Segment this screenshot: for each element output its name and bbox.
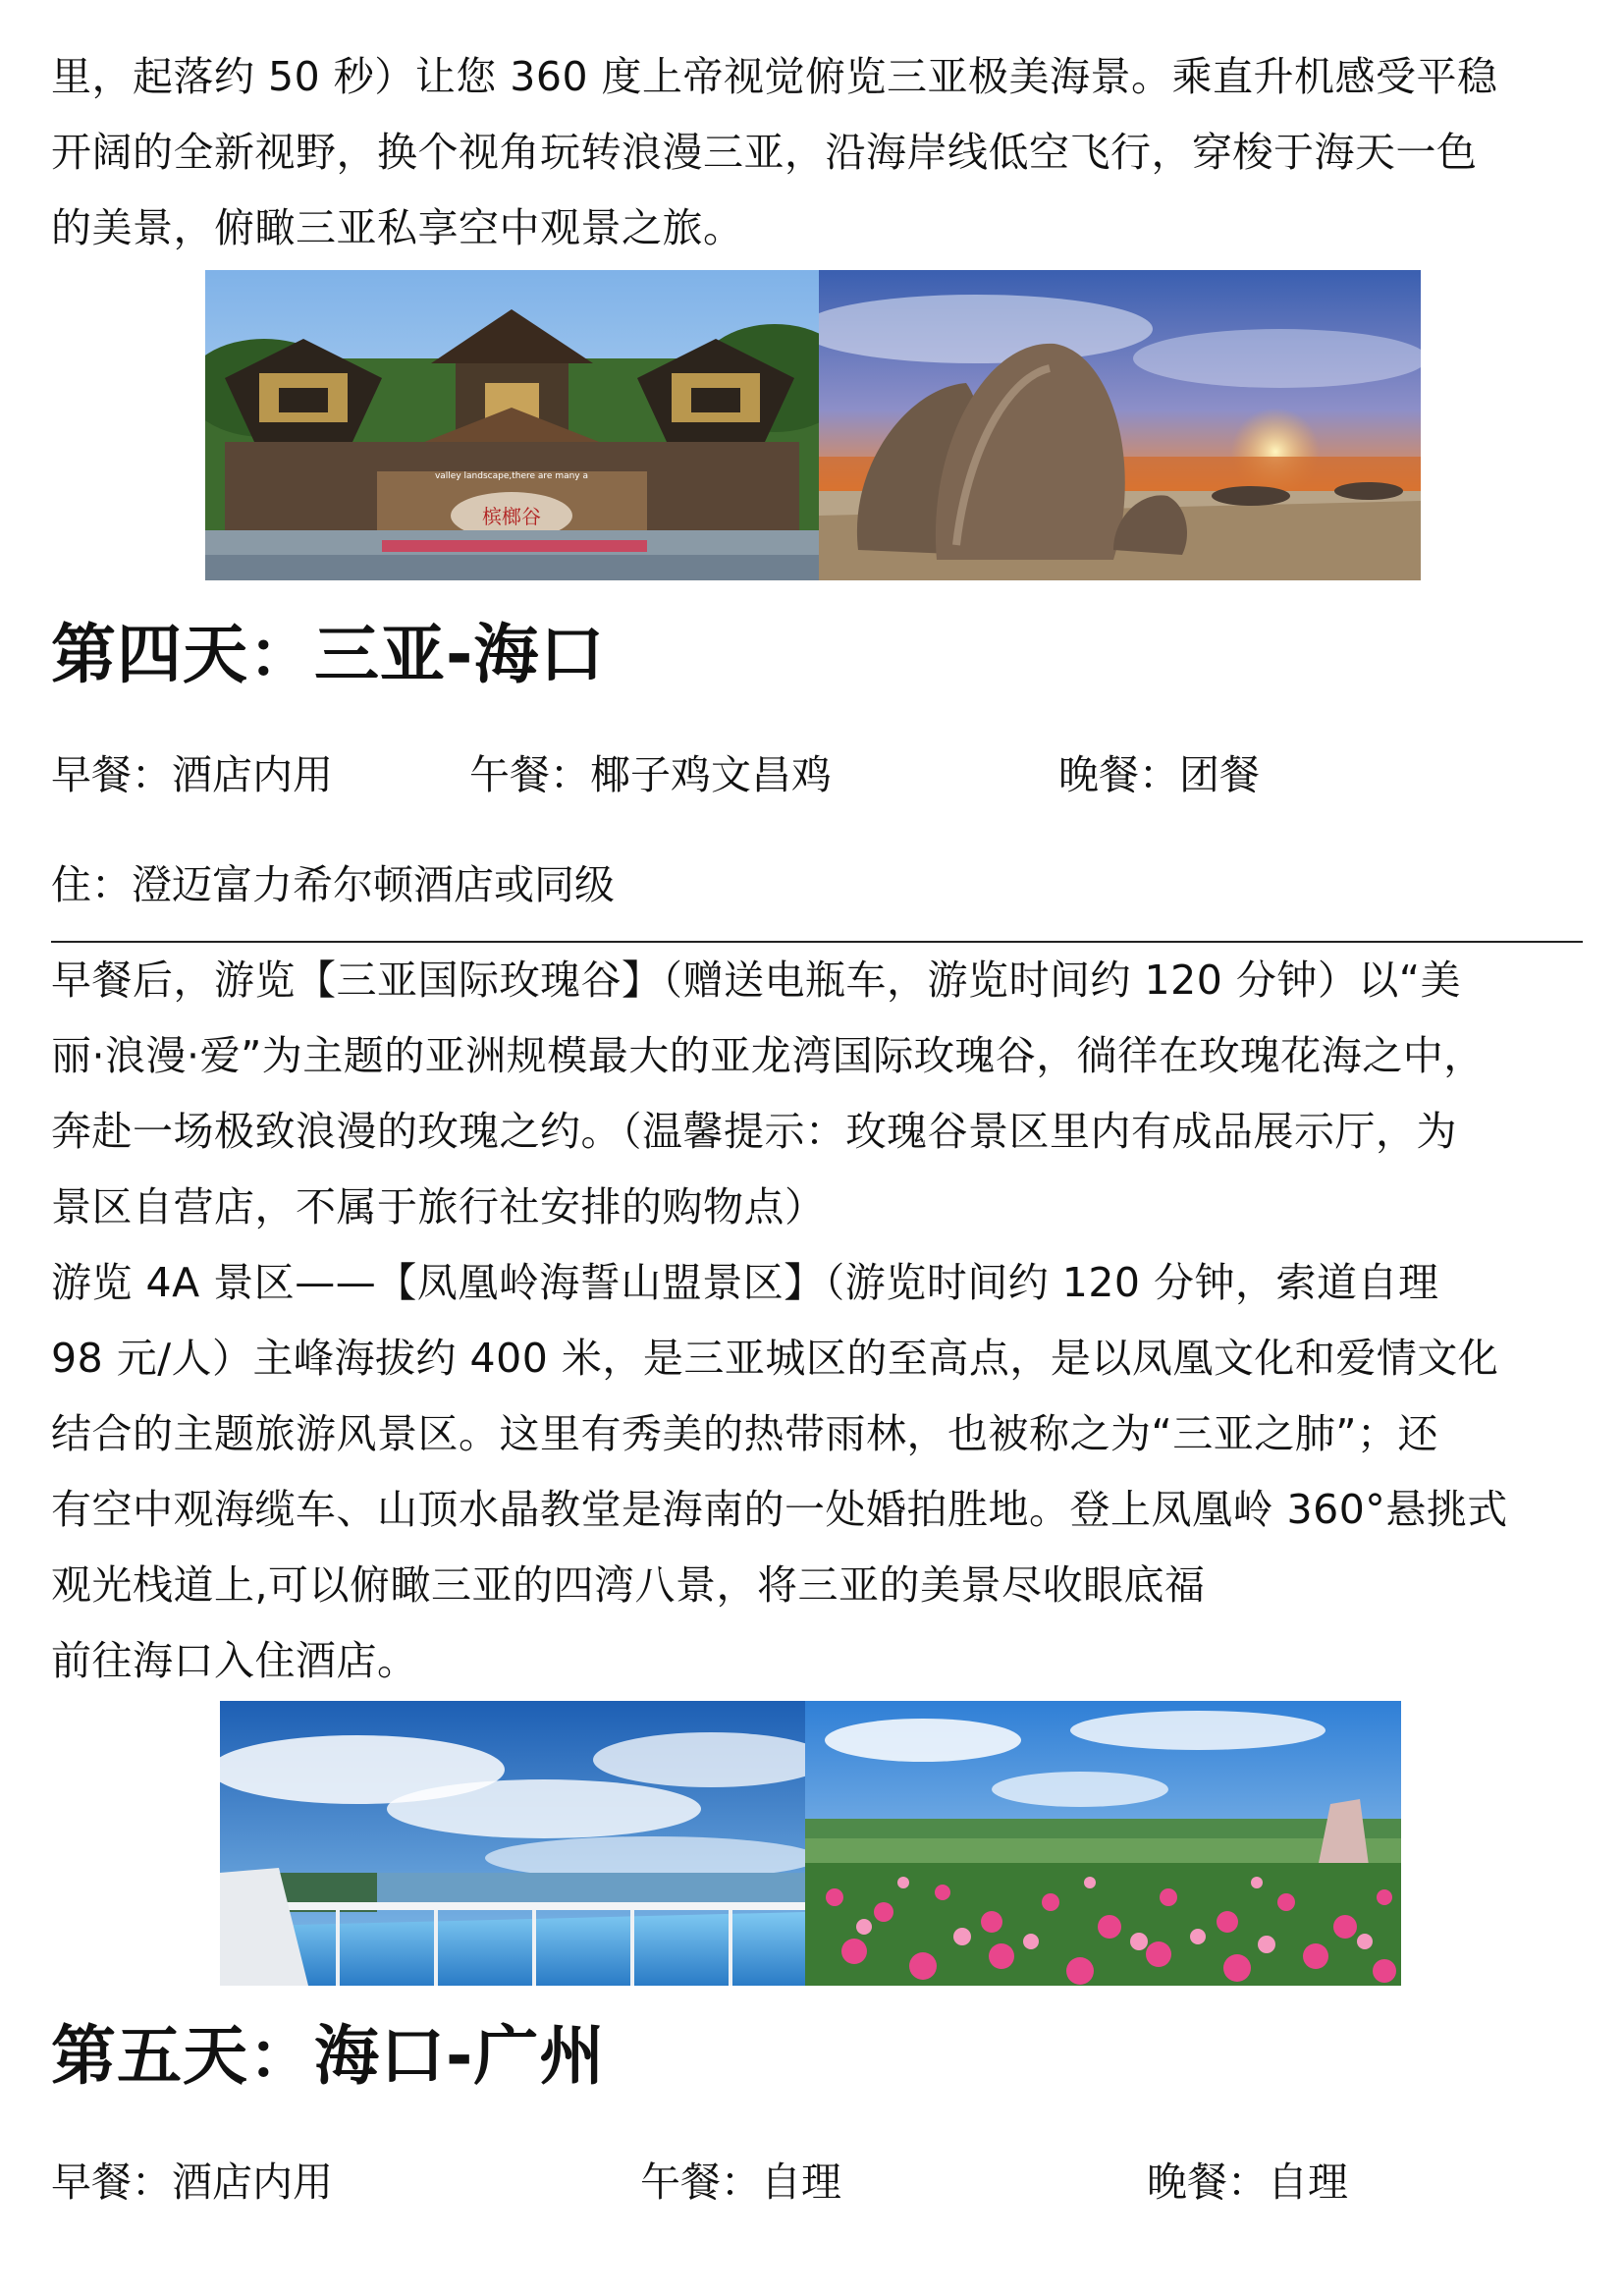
intro-line: 里，起落约 50 秒）让您 360 度上帝视觉俯览三亚极美海景。乘直升机感受平稳 xyxy=(51,53,1498,100)
glass-walkway-photo xyxy=(220,1701,805,1986)
day4-body-line: 丽·浪漫·爱”为主题的亚洲规模最大的亚龙湾国际玫瑰谷，徜徉在玫瑰花海之中， xyxy=(51,1032,1485,1079)
intro-line: 的美景，俯瞰三亚私享空中观景之旅。 xyxy=(51,204,744,251)
day4-body-line: 前往海口入住酒店。 xyxy=(51,1637,418,1684)
day4-body-line: 奔赴一场极致浪漫的玫瑰之约。（温馨提示：玫瑰谷景区里内有成品展示厅，为 xyxy=(51,1108,1457,1155)
day4-meals xyxy=(51,750,1583,799)
day5-breakfast: 早餐：酒店内用 xyxy=(51,2159,333,2206)
day5-meals xyxy=(51,2158,1583,2207)
resort-gate-photo xyxy=(205,270,819,580)
itinerary-page xyxy=(51,39,1583,2207)
day5-dinner: 晚餐：自理 xyxy=(1147,2159,1348,2206)
day4-body-line: 98 元/人）主峰海拔约 400 米，是三亚城区的至高点，是以凤凰文化和爱情文化 xyxy=(51,1335,1499,1382)
photo-row-2 xyxy=(37,1701,1583,1986)
rose-garden-photo xyxy=(805,1701,1401,1986)
day4-stay: 住：澄迈富力希尔顿酒店或同级 xyxy=(51,861,615,908)
photo-row-1 xyxy=(43,270,1583,580)
day4-lunch: 午餐：椰子鸡文昌鸡 xyxy=(469,751,832,798)
day5-lunch: 午餐：自理 xyxy=(640,2159,841,2206)
day5-title: 第五天：海口-广州 xyxy=(51,2018,606,2094)
stone-inscription: 槟榔谷 xyxy=(482,505,541,528)
intro-line: 开阔的全新视野，换个视角玩转浪漫三亚，沿海岸线低空飞行，穿梭于海天一色 xyxy=(51,129,1478,176)
day4-body-line: 早餐后，游览【三亚国际玫瑰谷】（赠送电瓶车，游览时间约 120 分钟）以“美 xyxy=(51,957,1462,1004)
day4-breakfast: 早餐：酒店内用 xyxy=(51,751,333,798)
day4-body-line: 有空中观海缆车、山顶水晶教堂是海南的一处婚拍胜地。登上凤凰岭 360°悬挑式 xyxy=(51,1486,1508,1533)
day4-body xyxy=(51,943,1583,1699)
day4-dinner: 晚餐：团餐 xyxy=(1058,751,1260,798)
day4-body-line: 游览 4A 景区——【凤凰岭海誓山盟景区】（游览时间约 120 分钟，索道自理 xyxy=(51,1259,1439,1306)
day4-body-line: 景区自营店，不属于旅行社安排的购物点） xyxy=(51,1183,826,1230)
sunset-rocks-photo xyxy=(819,270,1421,580)
day4-body-line: 观光栈道上,可以俯瞰三亚的四湾八景，将三亚的美景尽收眼底福 xyxy=(51,1561,1206,1609)
gate-caption: valley landscape,there are many a xyxy=(434,471,589,481)
day4-title: 第四天：三亚-海口 xyxy=(51,617,606,692)
day4-body-line: 结合的主题旅游风景区。这里有秀美的热带雨林，也被称之为“三亚之肺”；还 xyxy=(51,1410,1438,1457)
intro-paragraph xyxy=(51,39,1583,266)
